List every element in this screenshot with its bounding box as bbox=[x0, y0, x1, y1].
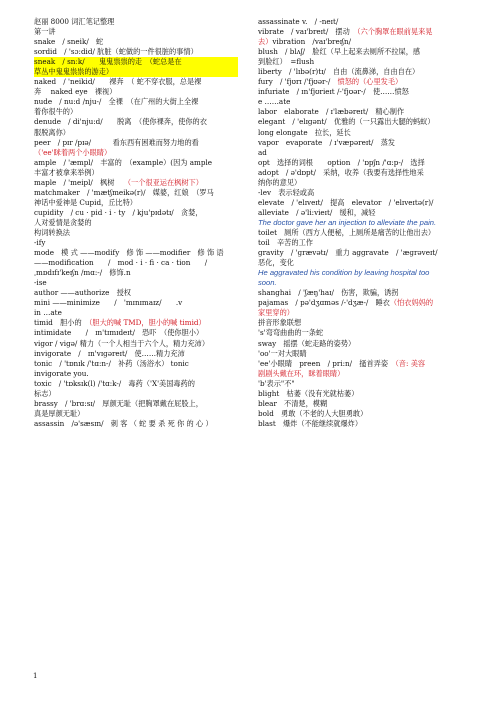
note-line-segment: （六个胸罩在眼前晃来晃 bbox=[357, 27, 433, 37]
note-line bbox=[258, 298, 463, 308]
note-line bbox=[258, 27, 463, 37]
note-line: invigorate you. bbox=[34, 368, 89, 378]
note-line: 构词转换法 bbox=[34, 227, 70, 237]
note-line bbox=[34, 318, 238, 328]
note-line: 家里穿的） bbox=[258, 308, 294, 318]
note-line: ample / 'æmpl/ 丰富的 （example）(因为 ample bbox=[34, 157, 213, 167]
note-line: matchmaker / 'mætʃmeikə(r)/ 媒婆，红娘 （罗马 bbox=[34, 187, 214, 197]
note-line: toxic / 'tɒksɪk(l) /'tɑ:k-/ 毒药（'X'美国毒药的 bbox=[34, 378, 195, 388]
note-line: denude / di'nju:d/ 脱离 （使你裸奔，使你的衣 bbox=[34, 117, 207, 127]
note-line: ad bbox=[258, 147, 267, 157]
note-line: gravity / 'ɡrævətɪ/ 重力 aggravate / 'æɡrəveɪt/ bbox=[258, 248, 438, 258]
note-line-segment: vibration /vaɪ'breɪʃn/ bbox=[272, 37, 352, 47]
left-column bbox=[34, 17, 238, 429]
note-line: -ise bbox=[34, 278, 47, 288]
note-line: labor elaborate / ɪ'læbəreɪt/ 精心制作 bbox=[258, 107, 405, 117]
note-line: blush / blʌʃ/ 脸红（早上起来去厕所不拉屎，感 bbox=[258, 47, 421, 57]
note-line: toilet 厕所（西方人便秘，上厕所是痛苦的让他出去） bbox=[258, 227, 436, 237]
note-line: e ……ate bbox=[258, 97, 291, 107]
note-line: snake / sneik/ 蛇 bbox=[34, 37, 104, 47]
note-line: invigorate / ɪn'vɪɡəreɪt/ 使……精力充沛 bbox=[34, 348, 185, 358]
note-line: 剧剧头戴在环，眯着眼睛） bbox=[258, 368, 345, 378]
note-line bbox=[34, 178, 238, 188]
note-line: alleviate / ə'li:vieɪt/ 缓和，减轻 bbox=[258, 207, 376, 217]
note-line: elegant / 'elɪgənt/ 优雅的（一只露出大腿的蚂蚁） bbox=[258, 117, 435, 127]
note-line: sneak / snːk/ 鬼鬼祟祟的走 （蛇总是在 bbox=[34, 57, 238, 67]
note-line: 赵丽 8000 词汇笔记整理 bbox=[34, 17, 115, 26]
note-line: ——modification / mod · i · fi · ca · tion / bbox=[34, 258, 208, 268]
note-line-segment: （怕衣妈妈的 bbox=[389, 298, 434, 308]
note-line: He aggravated his condition by leaving hospital too bbox=[258, 268, 430, 278]
note-line: 拼音形象联想 bbox=[258, 318, 302, 328]
note-line: 奔 naked eye 裸视） bbox=[34, 87, 117, 97]
note-line-segment: 'ee'小眼睛 preen / pri:n/ 搔首弄姿 bbox=[258, 358, 396, 368]
note-line: 第一讲 bbox=[34, 27, 56, 37]
note-line: elevate / 'elɪveɪt/ 提高 elevator / 'elɪveɪtə(r)/ bbox=[258, 197, 434, 207]
note-line-segment: vibrate / vaɪ'breɪt/ 摆动 bbox=[258, 27, 357, 37]
note-line: 人对爱情是贪婪的 bbox=[34, 217, 92, 227]
note-line: liberty / 'lɪbə(r)tɪ/ 自由（流鼻涕，自由自在） bbox=[258, 67, 420, 77]
note-line: mini ——minimize / 'mɪnɪmaɪz/ .v bbox=[34, 298, 183, 308]
page-number: 1 bbox=[33, 672, 38, 680]
note-line-segment: timid 胆小的 bbox=[34, 318, 89, 328]
note-line: infuriate / ɪn'fjʊrieɪt /-'fjʊər-/ 使……愤怒 bbox=[258, 87, 409, 97]
note-line: 'oo'一对大眼睛 bbox=[258, 348, 307, 358]
note-line: adopt / ə'dɒpt/ 采纳，收养（我要有选择性地采 bbox=[258, 167, 424, 177]
note-line-segment: pajamas / pə'dʒɑməs /-'dʒæ-/ 睡衣 bbox=[258, 298, 390, 308]
note-line: toil 辛苦的工作 bbox=[258, 238, 313, 248]
note-line: blight 枯萎（没有光就枯萎） bbox=[258, 388, 359, 398]
note-line: cupidity / cu · pid · i · ty / kju'pɪdətɪ/ 贪婪， bbox=[34, 207, 203, 217]
note-line: intimidate / ɪn'tɪmɪdeɪt/ 恐吓 （使你胆小） bbox=[34, 328, 204, 338]
note-line: tonic / 'tɒnɪk /'tɑ:n-/ 补药（汤浴水） tonic bbox=[34, 358, 189, 368]
note-line: naked / 'neikid/ 裸奔 （ 蛇不穿衣服，总是裸 bbox=[34, 77, 202, 87]
note-line: assassinate v. / -neɪt/ bbox=[258, 17, 339, 26]
note-line: 's'弯弯曲曲的一条蛇 bbox=[258, 328, 324, 338]
note-line-segment: 去） bbox=[258, 37, 273, 47]
right-column bbox=[258, 17, 463, 429]
note-line: long elongate 拉长，延长 bbox=[258, 127, 351, 137]
note-line: 纳你的意见） bbox=[258, 177, 302, 187]
note-line: bold 勇敢（不老的人大胆勇敢） bbox=[258, 408, 368, 418]
note-line: opt 选择的词根 option / 'ɒpʃn /'ɑ:p-/ 选择 bbox=[258, 157, 425, 167]
note-line: assassin /ə'sæsɪn/ 刺 客 （ 蛇 要 杀 死 你 的 心 ） bbox=[34, 418, 213, 428]
note-line: in …ate bbox=[34, 308, 62, 318]
note-line: vapor evaporate / ɪ'væpəreɪt/ 蒸发 bbox=[258, 137, 395, 147]
note-line: 真是厚颜无耻） bbox=[34, 408, 85, 418]
note-line: author ——authorize 授权 bbox=[34, 288, 131, 298]
note-line: mode 模 式 ——modify 修 饰 ——modifier 修 饰 语 bbox=[34, 248, 224, 258]
note-line: （'ee'眯着两个小眼睛） bbox=[34, 147, 112, 157]
note-line: -ify bbox=[34, 238, 46, 248]
note-line: 神话中爱神是 Cupid，丘比特） bbox=[34, 197, 137, 207]
note-line: 服脱离你） bbox=[34, 127, 70, 137]
note-line-segment: maple / 'meipl/ 枫树 bbox=[34, 177, 124, 187]
note-line-segment: （一个很亚运在枫树下） bbox=[123, 177, 203, 187]
note-line: vigor / vigə/ 精力（一个人相当于六个人，精力充沛） bbox=[34, 338, 210, 348]
note-line: blear 不清楚，模糊 bbox=[258, 398, 328, 408]
note-line-segment: fury / 'fjʊrɪ /'fjʊər-/ bbox=[258, 77, 338, 87]
note-line: blast 爆炸（不能继续就爆炸） bbox=[258, 418, 363, 428]
note-line: shanghai / 'ʃæŋ'haɪ/ 伤害，欺骗，诱拐 bbox=[258, 288, 399, 298]
note-line: -lev 表示轻或高 bbox=[258, 187, 315, 197]
note-line: 丰富才被拿来举例） bbox=[34, 167, 99, 177]
note-line: 'b'表示"不" bbox=[258, 378, 295, 388]
note-line: 恶化，变化 bbox=[258, 258, 294, 268]
note-line bbox=[258, 37, 463, 47]
note-line bbox=[258, 359, 463, 369]
note-line-segment: 愤怒的（心里发毛） bbox=[337, 77, 403, 87]
note-line: 着你很牛的） bbox=[34, 107, 78, 117]
note-line: nude / nu:d /nju-/ 全裸 （在广州的大街上全裸 bbox=[34, 97, 199, 107]
note-line: sway 摇摆（蛇走路的姿势） bbox=[258, 338, 356, 348]
note-line-segment: （音: 美容 bbox=[395, 358, 426, 368]
note-line: sordid / 'sɔ:did/ 肮脏（蛇做的一件很脏的事情） bbox=[34, 47, 198, 57]
note-line: 草丛中鬼鬼祟祟的游走） bbox=[34, 67, 238, 77]
note-line-segment: （胆大的喊 TMD，胆小的喊 timid） bbox=[88, 318, 206, 328]
note-line: brassy / 'brɑ:sɪ/ 厚颜无耻（把胸罩戴在屁股上， bbox=[34, 398, 203, 408]
note-line: peer / pɪr /pɪə/ 看东西有困难而努力地的看 bbox=[34, 137, 199, 147]
note-line: ˌmɒdɪfɪ'keɪʃn /mɑ:-/ 修饰.n bbox=[34, 268, 131, 278]
note-line: 标志） bbox=[34, 388, 56, 398]
note-line: soon. bbox=[258, 278, 277, 288]
note-line: The doctor gave her an injection to alleviate the pain. bbox=[258, 217, 437, 227]
note-line bbox=[258, 77, 463, 87]
note-line: 到脸红） =flush bbox=[258, 57, 315, 67]
